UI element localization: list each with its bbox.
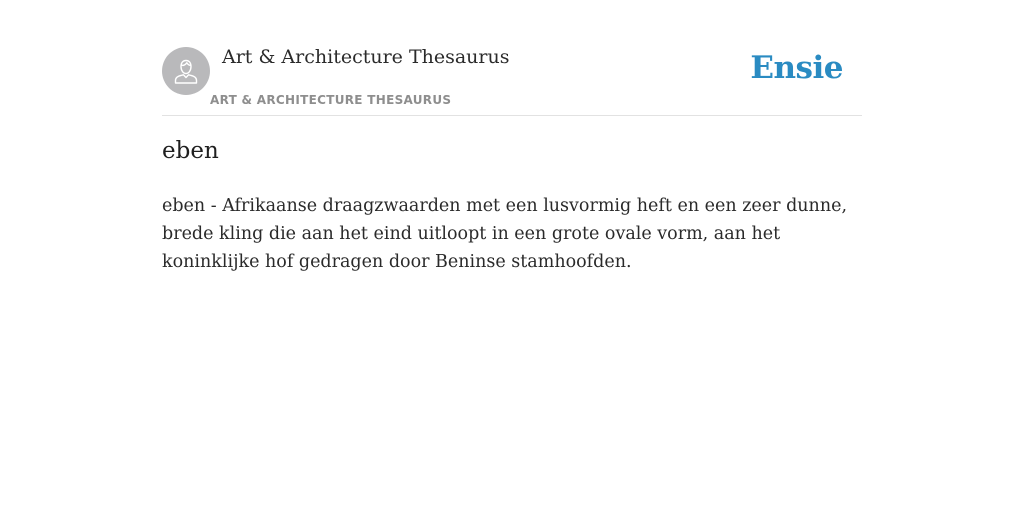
avatar[interactable] xyxy=(162,47,210,95)
entry-header xyxy=(162,40,862,116)
user-icon xyxy=(171,56,201,86)
entry-term: eben xyxy=(162,138,219,164)
source-subtitle: ART & ARCHITECTURE THESAURUS xyxy=(210,93,452,107)
entry-definition: eben - Afrikaanse draagzwaarden met een lusvormig heft en een zeer dunne, brede kling die aan het eind uitloopt in een grote ovale vorm, aan het koninklijke hof gedragen door Beninse stamhoofden. xyxy=(162,196,848,272)
source-title[interactable]: Art & Architecture Thesaurus xyxy=(222,46,510,68)
ensie-logo[interactable]: Ensie xyxy=(750,50,843,86)
